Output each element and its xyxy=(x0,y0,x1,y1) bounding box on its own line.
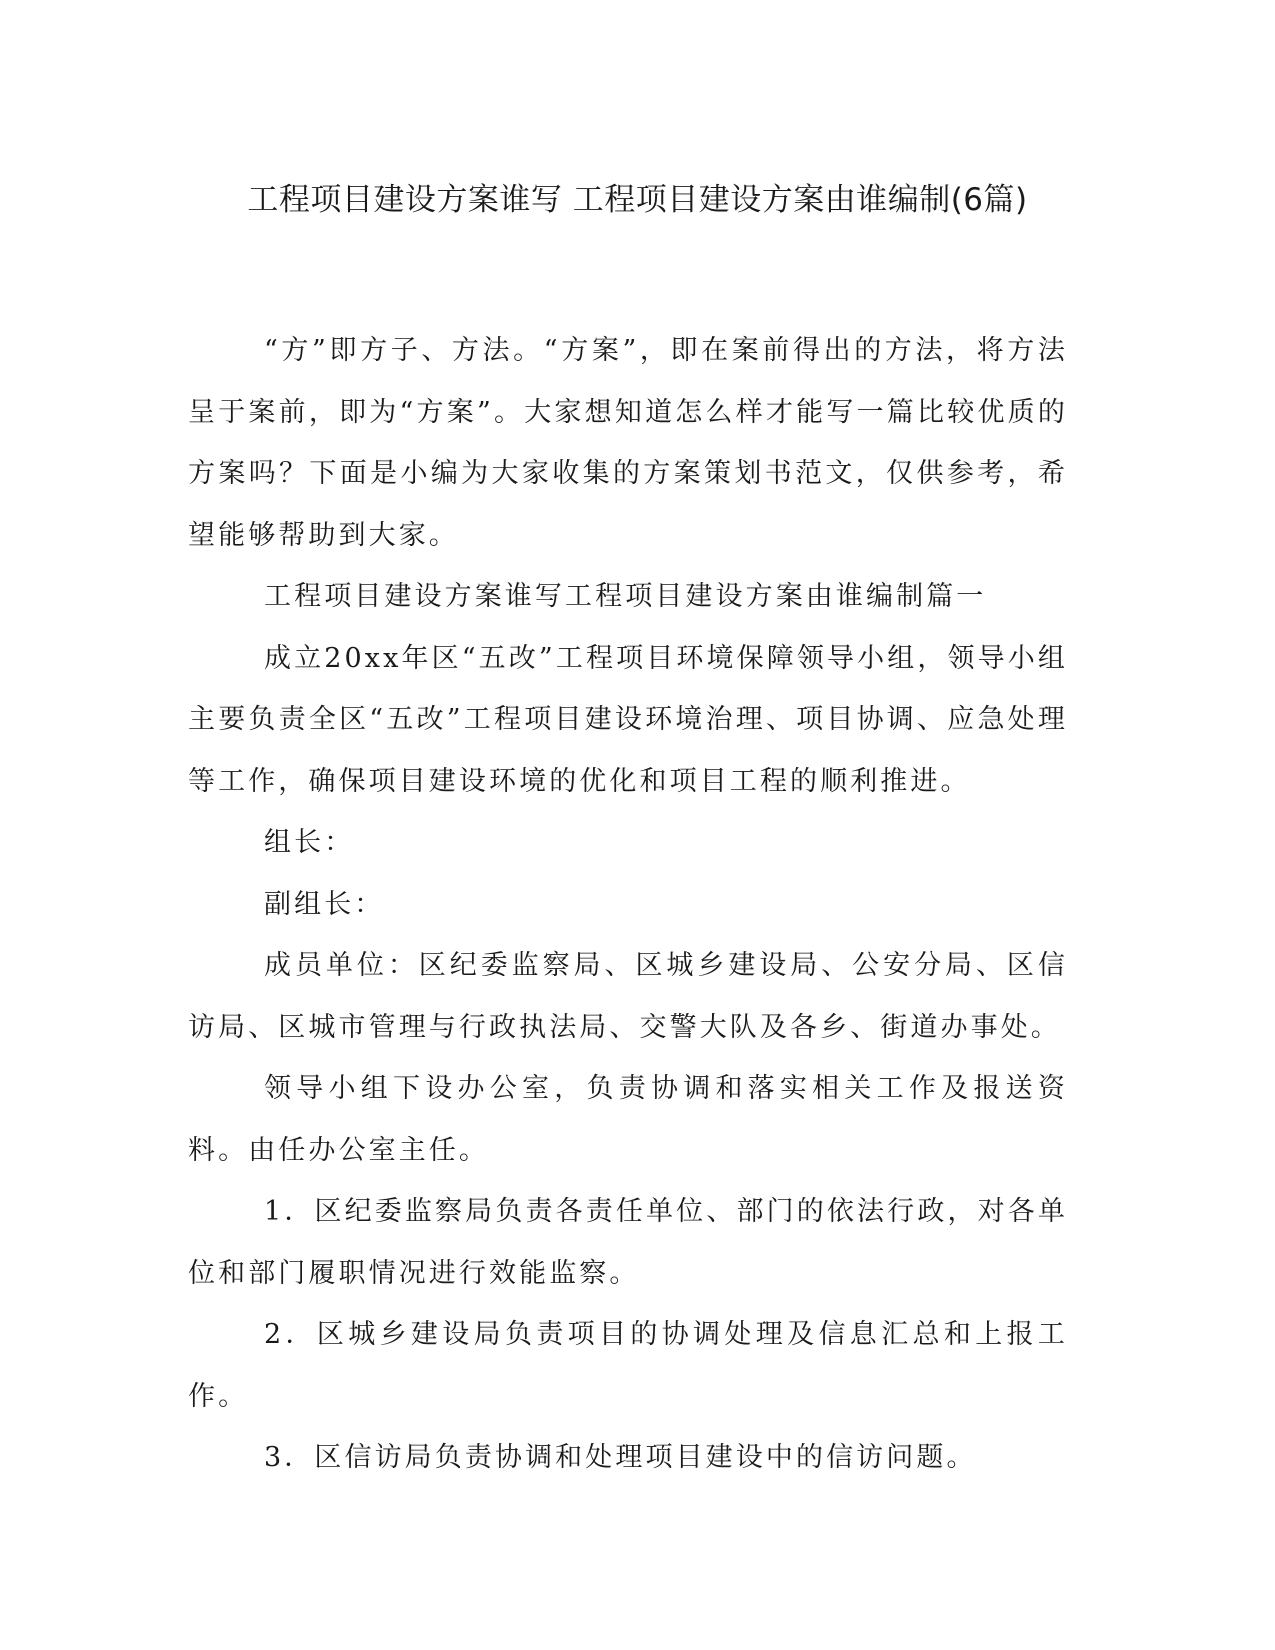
paragraph-member-units: 成员单位：区纪委监察局、区城乡建设局、公安分局、区信访局、区城市管理与行政执法局、交警大队及各乡、街道办事处。 xyxy=(188,950,1068,1043)
paragraph-group-leader: 组长： xyxy=(264,827,355,858)
paragraph-deputy-leader: 副组长： xyxy=(264,888,385,920)
paragraph-office: 领导小组下设办公室，负责协调和落实相关工作及报送资料。由任办公室主任。 xyxy=(188,1073,1068,1166)
document-title: 工程项目建设方案谁写 工程项目建设方案由谁编制(6篇) xyxy=(247,182,1028,218)
list-item-1: 1．区纪委监察局负责各责任单位、部门的依法行政，对各单位和部门履职情况进行效能监察。 xyxy=(188,1196,1068,1289)
list-item-3: 3．区信访局负责协调和处理项目建设中的信访问题。 xyxy=(264,1442,977,1473)
intro-paragraph: “方”即方子、方法。“方案”，即在案前得出的方法，将方法呈于案前，即为“方案”。大家想知道怎么样才能写一篇比较优质的方案吗？下面是小编为大家收集的方案策划书范文，仅供参考，希望能够帮助到大家。 xyxy=(188,335,1068,551)
list-item-2: 2．区城乡建设局负责项目的协调处理及信息汇总和上报工作。 xyxy=(188,1319,1068,1412)
paragraph-leading-group: 成立20xx年区“五改”工程项目环境保障领导小组，领导小组主要负责全区“五改”工程项目建设环境治理、项目协调、应急处理等工作，确保项目建设环境的优化和项目工程的顺利推进。 xyxy=(188,642,1068,797)
document-body xyxy=(188,320,1068,1489)
section-heading: 工程项目建设方案谁写工程项目建设方案由谁编制篇一 xyxy=(264,581,987,612)
